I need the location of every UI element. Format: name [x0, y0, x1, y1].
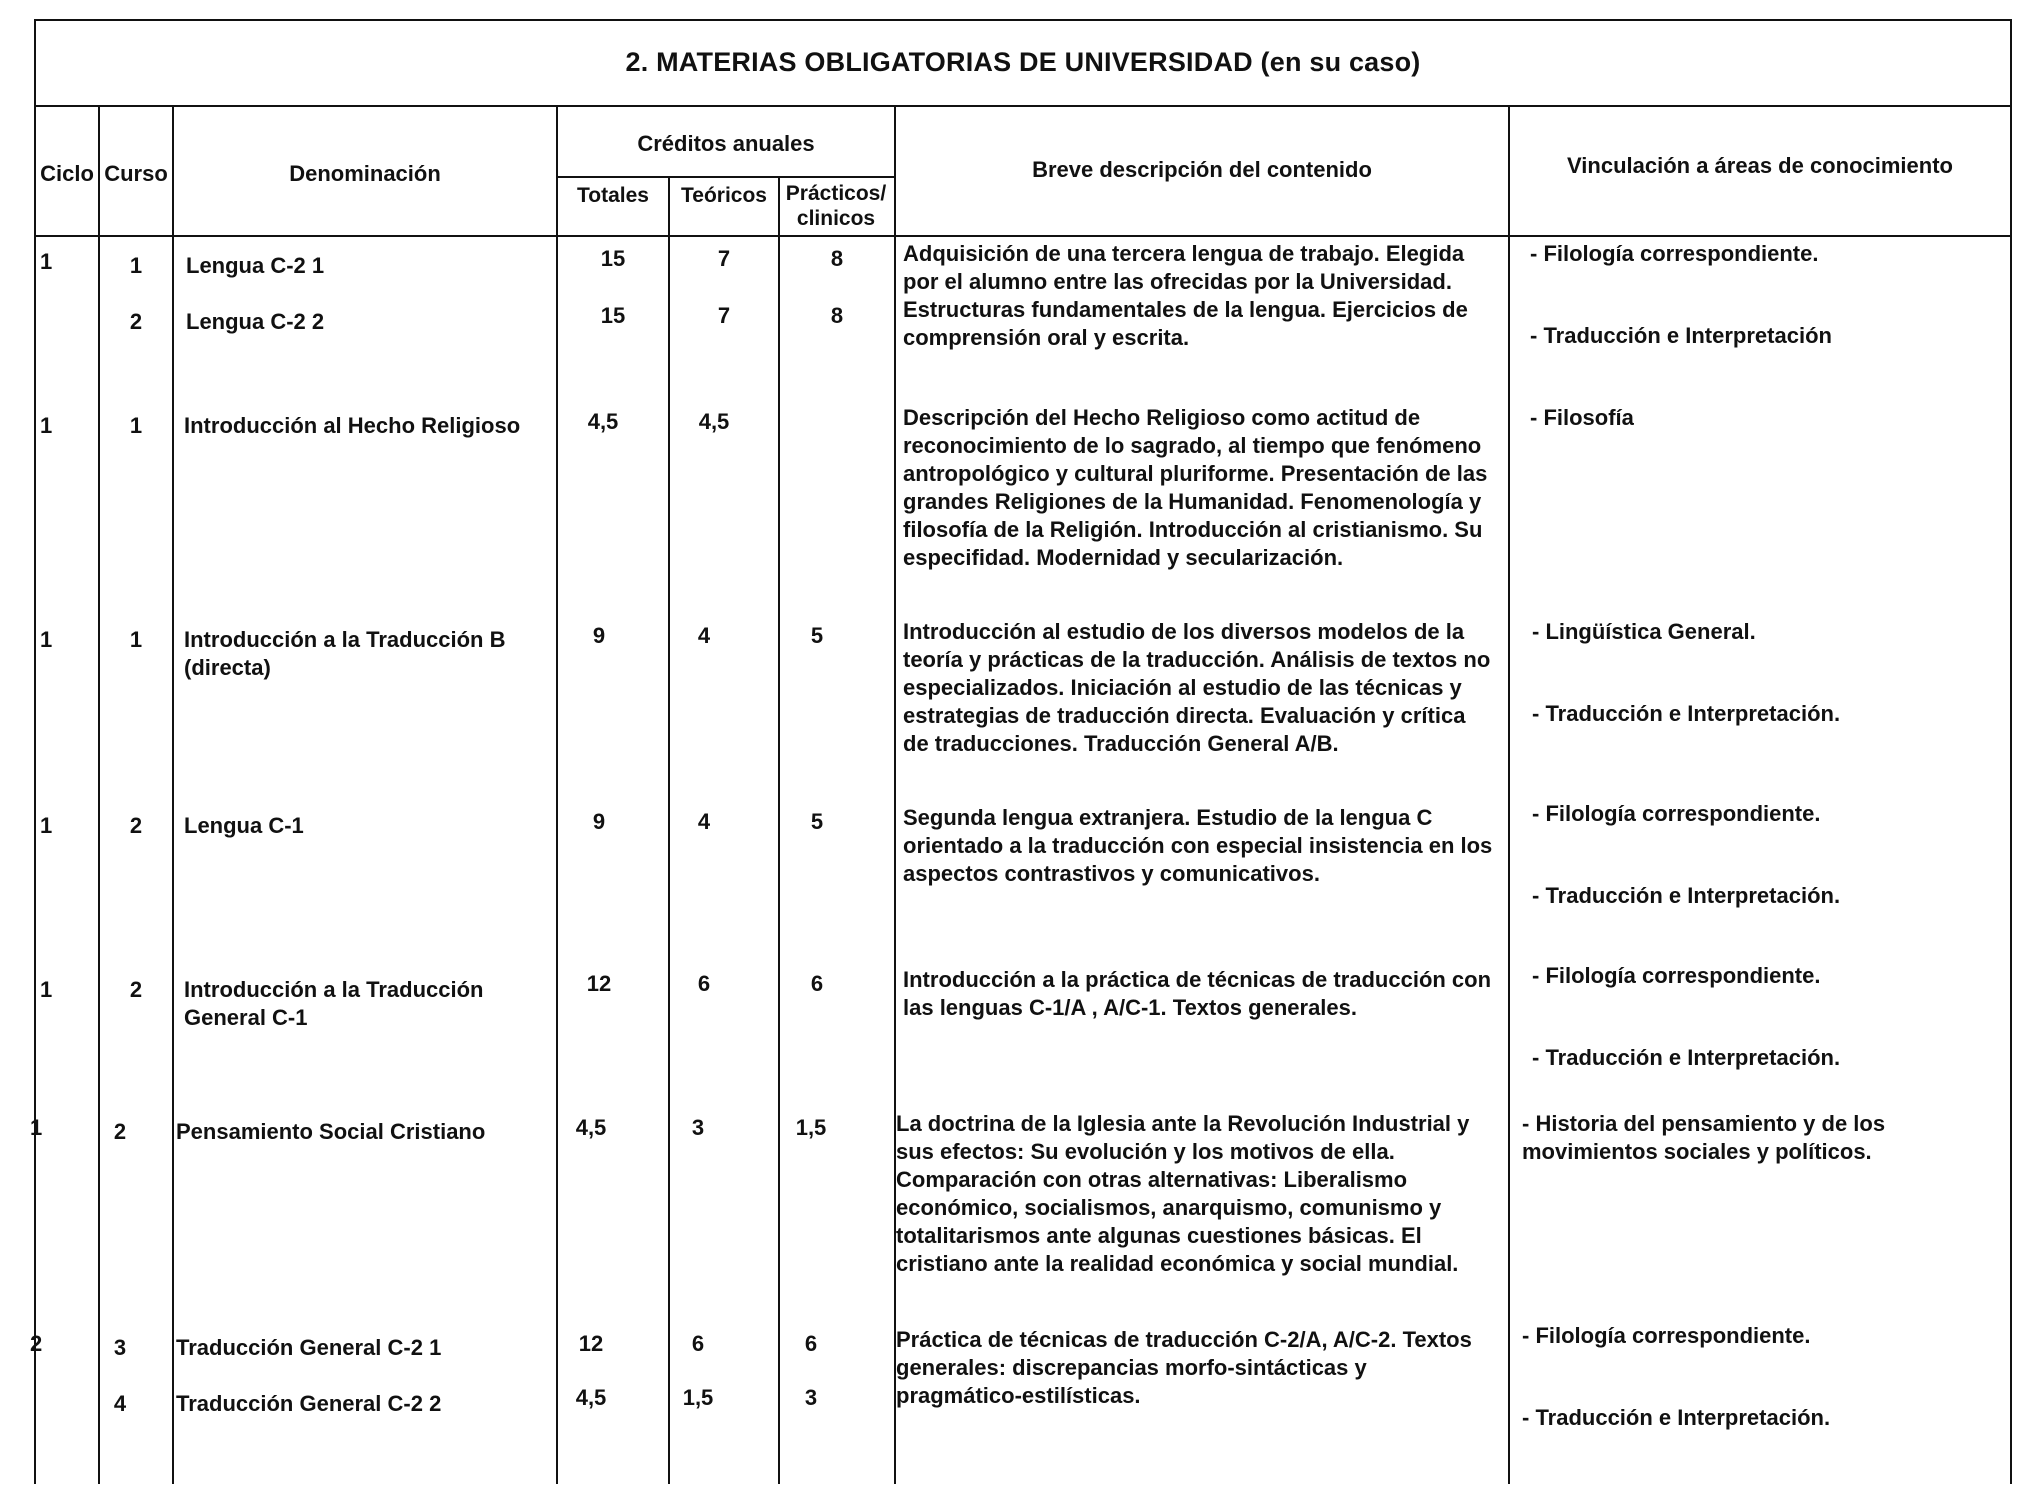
cell-curso: 2: [129, 309, 143, 334]
cell-area: - Lingüística General.: [1532, 619, 1756, 644]
cell-curso: 3: [113, 1335, 127, 1360]
cell-totales: 4,5: [575, 1385, 607, 1410]
header-denominacion: Denominación: [289, 161, 441, 186]
cell-practicos: 8: [830, 246, 844, 271]
cell-ciclo: 1: [40, 627, 53, 652]
cell-teoricos: 4: [697, 809, 711, 834]
cell-curso: 4: [113, 1391, 127, 1416]
cell-denominacion: Traducción General C-2 2: [176, 1391, 442, 1416]
cell-denominacion: Pensamiento Social Cristiano: [176, 1119, 486, 1144]
cell-totales: 4,5: [587, 409, 619, 434]
header-vinculacion: Vinculación a áreas de conocimiento: [1567, 153, 1953, 178]
cell-totales: 9: [592, 623, 606, 648]
cell-denominacion: Lengua C-2 1: [186, 253, 325, 278]
cell-totales: 4,5: [575, 1115, 607, 1140]
cell-area: - Traducción e Interpretación.: [1522, 1405, 1831, 1430]
cell-totales: 15: [600, 246, 626, 271]
cell-area: - Traducción e Interpretación: [1530, 323, 1832, 348]
cell-totales: 12: [578, 1331, 604, 1356]
cell-totales: 12: [586, 971, 612, 996]
cell-teoricos: 7: [717, 246, 731, 271]
header-teoricos: Teóricos: [681, 184, 767, 207]
table-title-row: [34, 19, 2012, 107]
cell-curso: 2: [129, 977, 143, 1002]
cell-teoricos: 7: [717, 303, 731, 328]
cell-denominacion: Introducción a la Traducción B (directa): [184, 627, 506, 680]
cell-curso: 1: [129, 627, 143, 652]
header-practicos: Prácticos/ clinicos: [785, 182, 887, 230]
cell-curso: 1: [129, 253, 143, 278]
cell-totales: 9: [592, 809, 606, 834]
cell-descripcion: La doctrina de la Iglesia ante la Revolución Industrial y sus efectos: Su evolución y los motivos de ella. Comparación con otras alternativas: Liberalismo económico, socialismos, anarquismo, comunismo y totalitarismos ante algunas cuestiones básicas. El cristiano ante la realidad económica y social mundial.: [896, 1111, 1470, 1276]
cell-area: - Filología correspondiente.: [1522, 1323, 1811, 1348]
cell-teoricos: 3: [691, 1115, 705, 1140]
cell-ciclo: 2: [30, 1331, 43, 1356]
cell-denominacion: Traducción General C-2 1: [176, 1335, 442, 1360]
cell-practicos: 8: [830, 303, 844, 328]
cell-descripcion: Práctica de técnicas de traducción C-2/A, A/C-2. Textos generales: discrepancias morfo-sintácticas y pragmático-estilísticas.: [896, 1327, 1472, 1408]
cell-ciclo: 1: [40, 813, 53, 838]
col-divider-descripcion: [1508, 107, 1510, 1484]
cell-teoricos: 4,5: [698, 409, 730, 434]
header-curso: Curso: [104, 161, 168, 186]
cell-denominacion: Introducción al Hecho Religioso: [184, 413, 521, 438]
cell-ciclo: 1: [40, 249, 53, 274]
cell-ciclo: 1: [30, 1115, 43, 1140]
cell-area: - Traducción e Interpretación.: [1532, 883, 1841, 908]
header-descripcion: Breve descripción del contenido: [1032, 157, 1372, 182]
cell-area: - Filología correspondiente.: [1532, 963, 1821, 988]
header-creditos-anuales: Créditos anuales: [637, 131, 815, 156]
cell-area: - Filología correspondiente.: [1532, 801, 1821, 826]
header-totales: Totales: [577, 184, 649, 207]
cell-curso: 1: [129, 413, 143, 438]
cell-descripcion: Descripción del Hecho Religioso como actitud de reconocimiento de lo sagrado, al tiempo que fenómeno antropológico y cultural pluriforme. Presentación de las grandes Religiones de la Humanidad. Fenomenología y filosofía de la Religión. Introducción al cristianismo. Su especifidad. Modernidad y secularización.: [903, 405, 1488, 570]
cell-totales: 15: [600, 303, 626, 328]
cell-ciclo: 1: [40, 413, 53, 438]
cell-area: - Traducción e Interpretación.: [1532, 701, 1841, 726]
cell-ciclo: 1: [40, 977, 53, 1002]
cell-descripcion: Adquisición de una tercera lengua de trabajo. Elegida por el alumno entre las ofrecidas por la Universidad. Estructuras fundamentales de la lengua. Ejercicios de comprensión oral y escrita.: [903, 241, 1468, 350]
cell-teoricos: 1,5: [682, 1385, 714, 1410]
cell-curso: 2: [129, 813, 143, 838]
cell-practicos: 5: [810, 623, 824, 648]
cell-practicos: 6: [810, 971, 824, 996]
cell-descripcion: Introducción al estudio de los diversos modelos de la teoría y prácticas de la traducción. Análisis de textos no especializados. Iniciación al estudio de las técnicas y estrategias de traducción directa. Evaluación y crítica de traducciones. Traducción General A/B.: [903, 619, 1491, 756]
cell-practicos: 6: [804, 1331, 818, 1356]
header-bottom-rule: [34, 235, 2012, 237]
cell-denominacion: Lengua C-2 2: [186, 309, 325, 334]
cell-area: - Traducción e Interpretación.: [1532, 1045, 1841, 1070]
cell-denominacion: Introducción a la Traducción General C-1: [184, 977, 484, 1030]
cell-practicos: 3: [804, 1385, 818, 1410]
header-ciclo: Ciclo: [40, 161, 94, 186]
cell-denominacion: Lengua C-1: [184, 813, 304, 838]
col-divider-curso: [172, 107, 174, 1484]
cell-teoricos: 6: [691, 1331, 705, 1356]
table-title: 2. MATERIAS OBLIGATORIAS DE UNIVERSIDAD (en su caso): [625, 46, 1421, 77]
cell-practicos: 5: [810, 809, 824, 834]
credits-subheader-rule: [556, 176, 894, 178]
cell-teoricos: 6: [697, 971, 711, 996]
cell-practicos: 1,5: [795, 1115, 827, 1140]
cell-curso: 2: [113, 1119, 127, 1144]
cell-area: - Filosofía: [1530, 405, 1634, 430]
cell-descripcion: Introducción a la práctica de técnicas de traducción con las lenguas C-1/A , A/C-1. Textos generales.: [903, 967, 1492, 1020]
cell-area: - Filología correspondiente.: [1530, 241, 1819, 266]
cell-descripcion: Segunda lengua extranjera. Estudio de la lengua C orientado a la traducción con especial insistencia en los aspectos contrastivos y comunicativos.: [903, 805, 1493, 886]
cell-teoricos: 4: [697, 623, 711, 648]
cell-area: - Historia del pensamiento y de los movimientos sociales y políticos.: [1522, 1111, 1886, 1164]
